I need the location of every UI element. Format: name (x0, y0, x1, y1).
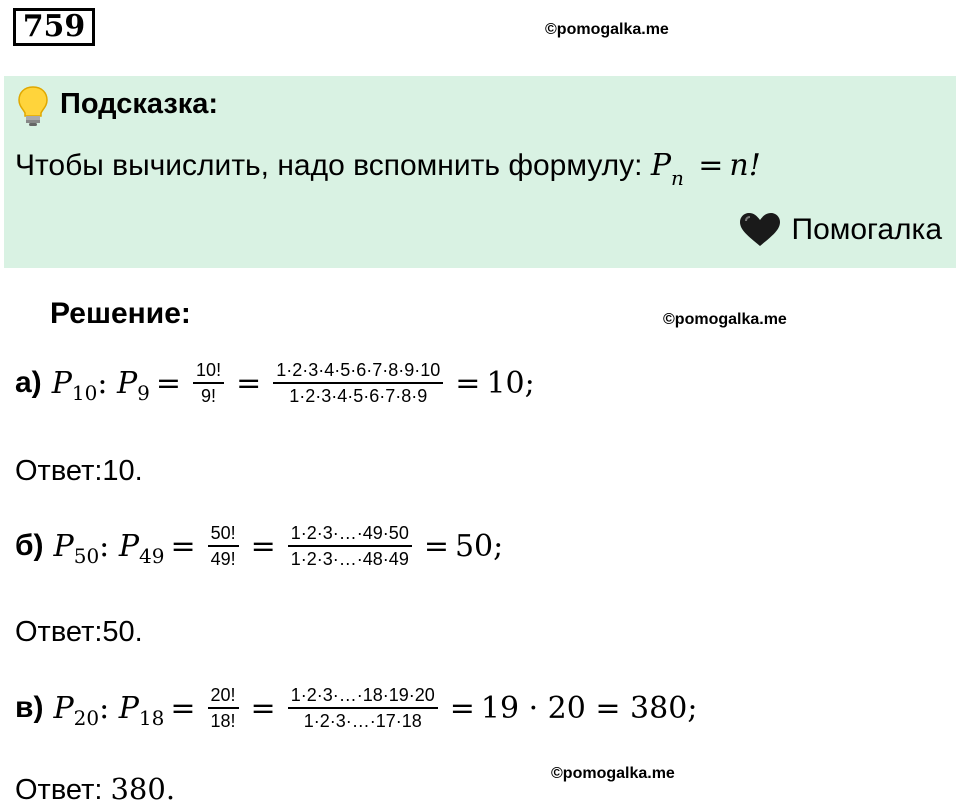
solution-part-a: а) P 10 : P 9 = $\frac{10!}{9!}$ = $\frac{1\cdot 2\cdot 3\cdot 4\cdot 5\cdot 6\cdot 7\cdot 8\cdot 9\cdot 10}{1\cdot 2\cdot 3\cdot 4\cdot 5\cdot 6\cdot 7\cdot 8\cdot 9}$ = 10; (15, 360, 535, 406)
solution-part-b: б) P 50 : P 49 = $\frac{50!}{49!}$ = $\frac{1\cdot 2\cdot 3\cdot\dots\cdot 49\cdot 50}{1\cdot 2\cdot 3\cdot\dots\cdot 48\cdot 49}$ = 50; (15, 523, 504, 569)
fraction-products: $\frac{1\cdot 2\cdot 3\cdot 4\cdot 5\cdot 6\cdot 7\cdot 8\cdot 9\cdot 10}{1\cdot 2\cdot 3\cdot 4\cdot 5\cdot 6\cdot 7\cdot 8\cdot 9}$ (273, 358, 443, 408)
part-label: в) (15, 691, 44, 724)
hint-formula-rhs: n! (729, 148, 761, 183)
p2-sub: 18 (138, 706, 165, 730)
result: 50; (454, 528, 504, 564)
answer-value: 380. (110, 772, 176, 806)
fraction-factorials: $\frac{20!}{18!}$ (208, 683, 239, 733)
result: 10; (486, 365, 535, 401)
hint-formula-p: P (650, 148, 672, 183)
answer-a: Ответ:10. (15, 455, 143, 487)
result: 19 · 20 = 380; (480, 690, 698, 726)
part-label: б) (15, 529, 44, 562)
p1-sub: 50 (73, 544, 100, 568)
hint-formula-eq: = (698, 148, 724, 183)
watermark-bottom: ©pomogalka.me (551, 765, 675, 782)
p2-sub: 49 (139, 544, 165, 568)
hint-formula-sub: n (671, 166, 684, 190)
p1-sub: 20 (73, 706, 100, 730)
hint-sentence: Чтобы вычислить, надо вспомнить формулу: (15, 149, 643, 182)
answer-b: Ответ:50. (15, 616, 143, 648)
task-number: 759 (13, 8, 95, 46)
answer-c (15, 772, 175, 807)
answer-prefix: Ответ: (15, 774, 111, 806)
solution-title: Решение: (50, 297, 191, 330)
solution-part-c: в) P 20 : P 18 = $\frac{20!}{18!}$ = $\frac{1\cdot 2\cdot 3\cdot\dots\cdot 18\cdot 19\cdot 20}{1\cdot 2\cdot 3\cdot\dots\cdot 17\cdot 18}$ = 19 · 20 = 380; (15, 685, 698, 731)
heart-icon (738, 212, 782, 248)
part-label: а) (15, 366, 42, 399)
watermark-top: ©pomogalka.me (545, 21, 669, 38)
watermark-middle: ©pomogalka.me (663, 311, 787, 328)
brand (738, 212, 943, 248)
p1-sub: 10 (71, 381, 98, 405)
hint-text (15, 148, 761, 190)
p2-sub: 9 (137, 381, 150, 405)
fraction-products: $\frac{1\cdot 2\cdot 3\cdot\dots\cdot 49\cdot 50}{1\cdot 2\cdot 3\cdot\dots\cdot 48\cdot 49}$ (288, 521, 412, 571)
fraction-products: $\frac{1\cdot 2\cdot 3\cdot\dots\cdot 18\cdot 19\cdot 20}{1\cdot 2\cdot 3\cdot\dots\cdot 17\cdot 18}$ (288, 683, 438, 733)
hint-title: Подсказка: (60, 88, 219, 120)
lightbulb-icon (16, 84, 50, 128)
fraction-factorials: $\frac{10!}{9!}$ (193, 358, 224, 408)
fraction-factorials: $\frac{50!}{49!}$ (208, 521, 239, 571)
brand-name: Помогалка (791, 213, 942, 246)
